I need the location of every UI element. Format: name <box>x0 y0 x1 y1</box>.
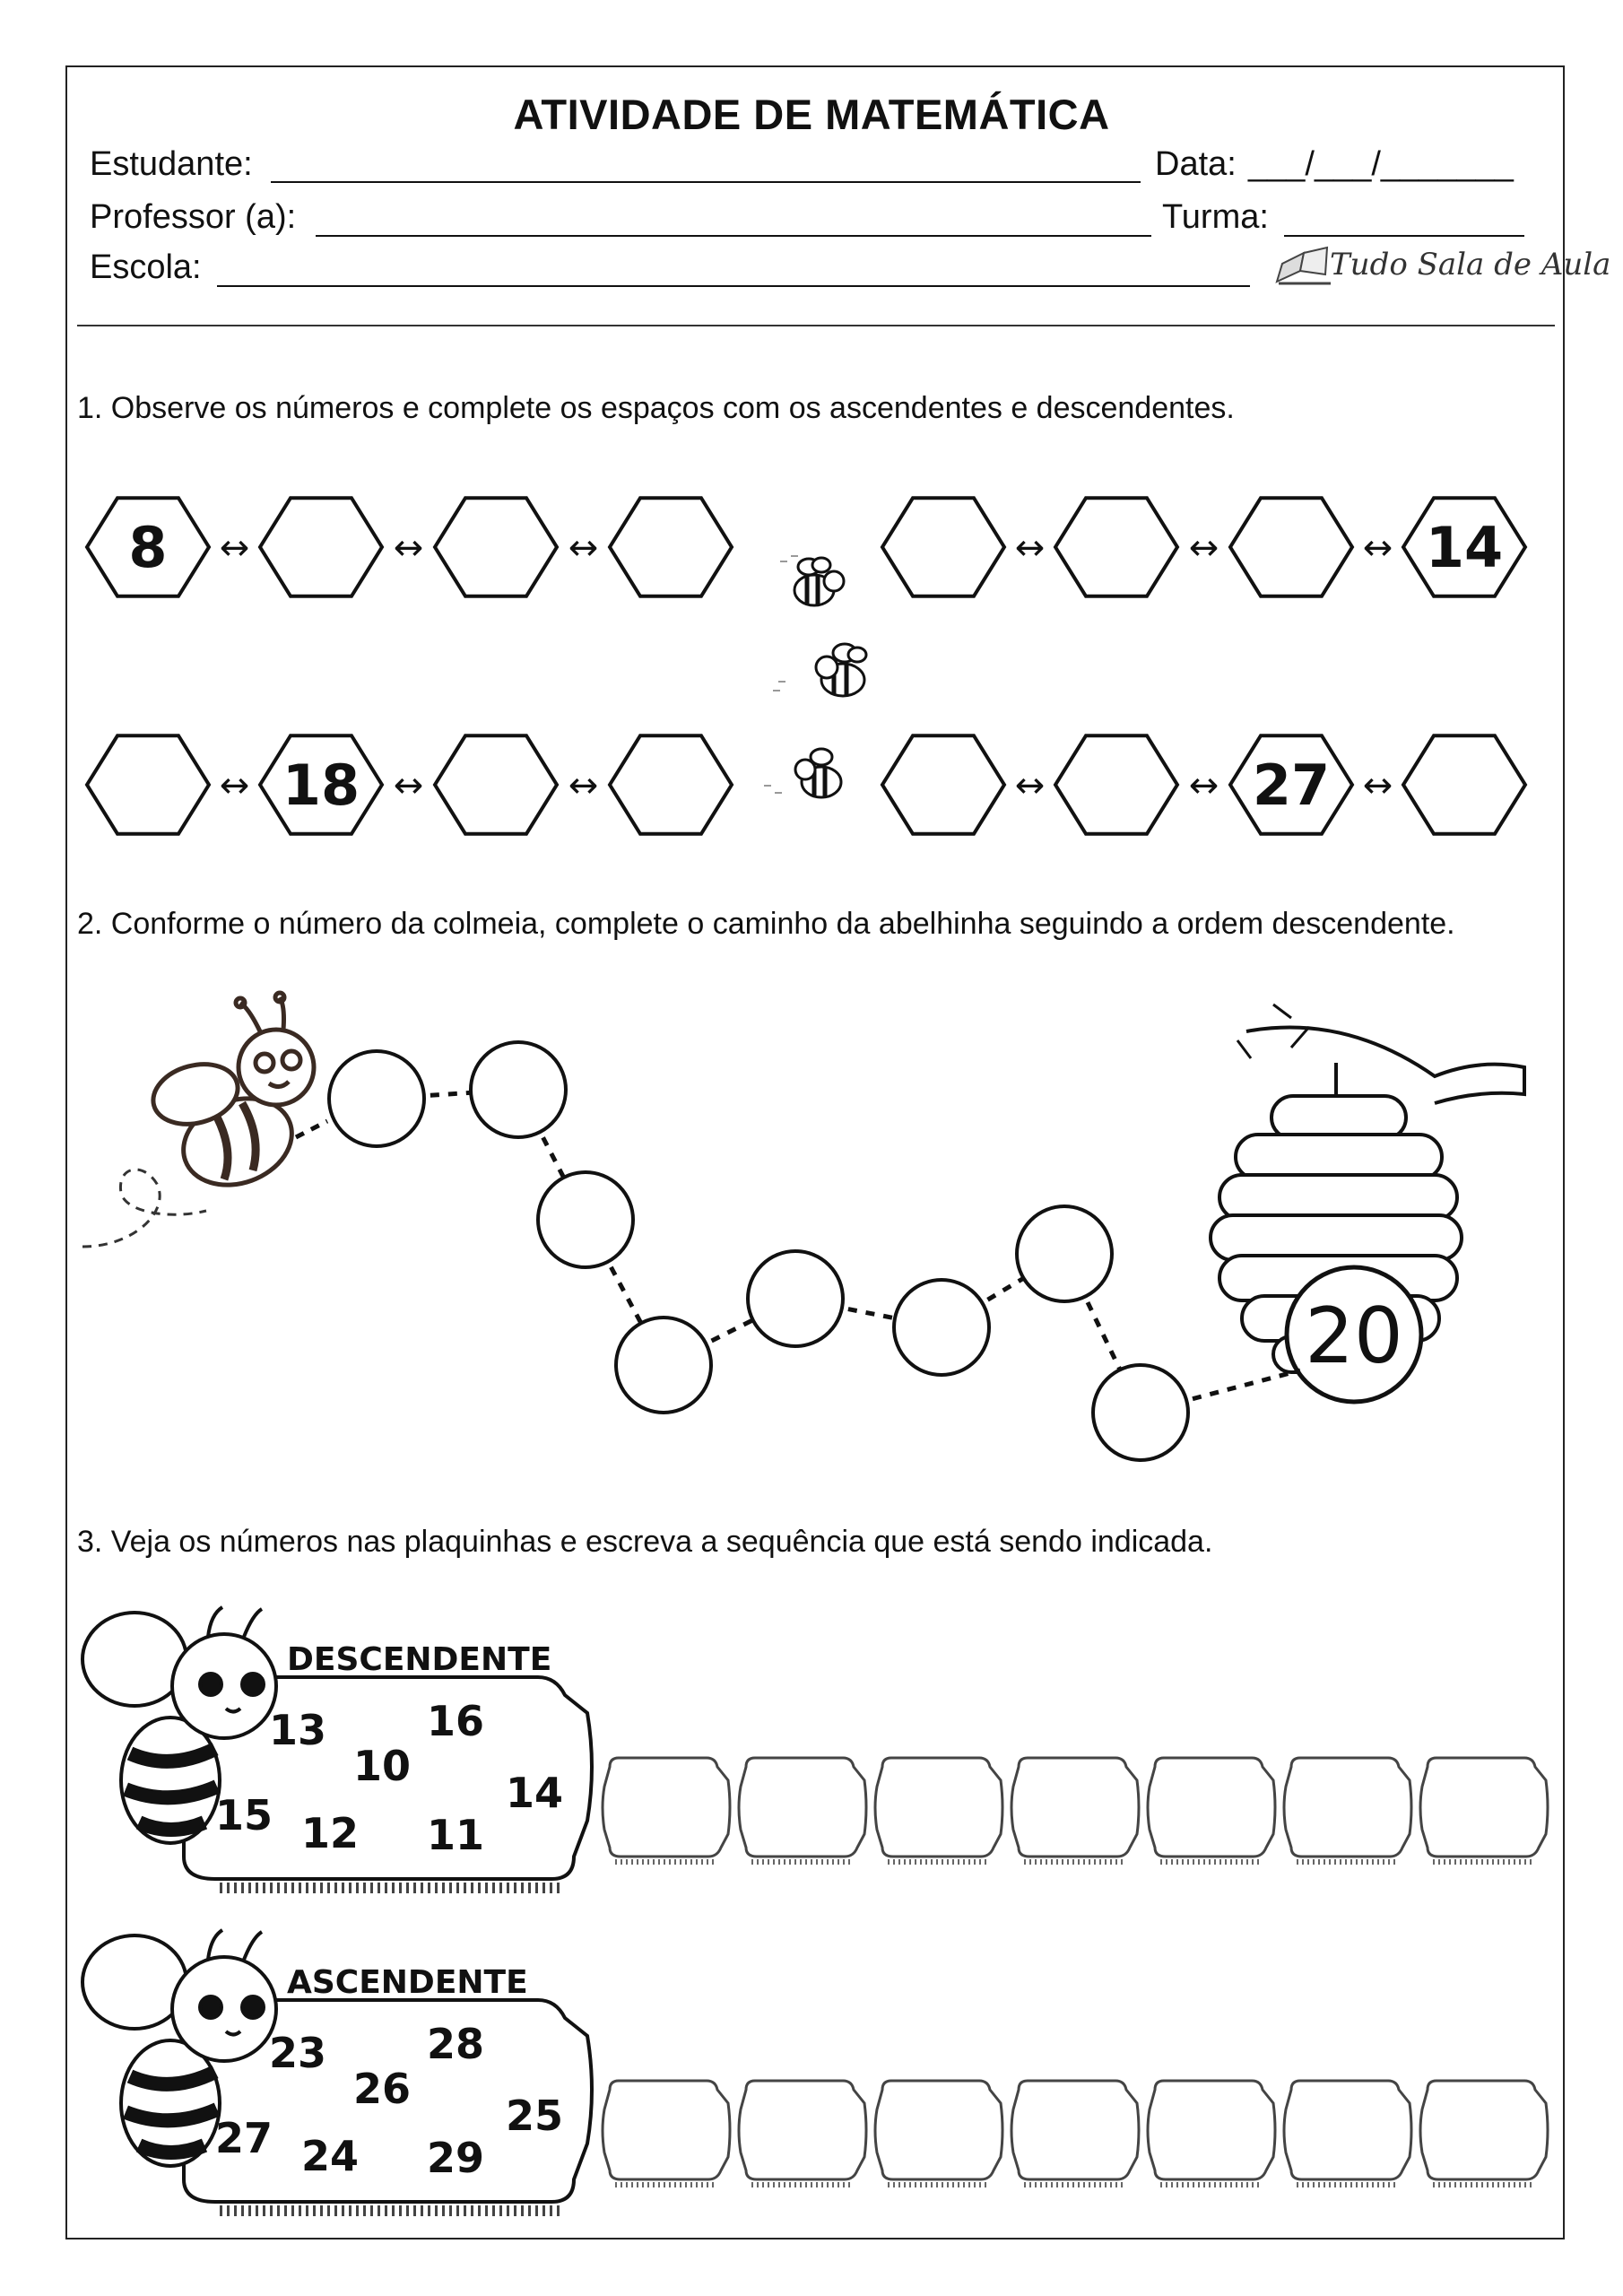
book-logo-icon <box>1273 244 1336 289</box>
arrow-symbol: ↔ <box>393 527 424 569</box>
arrow-symbol: ↔ <box>1014 765 1046 806</box>
hexagon-cell[interactable] <box>87 735 209 834</box>
arrow-symbol: ↔ <box>568 765 599 806</box>
class-label: Turma: <box>1162 198 1269 236</box>
student-field[interactable] <box>271 181 1141 183</box>
arrow-symbol: ↔ <box>1362 765 1393 806</box>
class-field[interactable] <box>1284 235 1524 237</box>
bee-path-area <box>0 978 1623 1480</box>
question-2-prompt: 2. Conforme o número da colmeia, complete o caminho da abelhinha seguindo a ordem descendente. <box>77 907 1455 941</box>
teacher-field[interactable] <box>316 235 1151 237</box>
question-3-prompt: 3. Veja os números nas plaquinhas e escreva a sequência que está sendo indicada. <box>77 1525 1213 1559</box>
answer-sign[interactable] <box>1011 1758 1139 1857</box>
hexagon-number: 8 <box>128 515 168 580</box>
answer-circle[interactable] <box>329 1051 424 1146</box>
date-field[interactable]: ___/___/_______ <box>1248 145 1514 183</box>
hexagon-cell[interactable] <box>1230 498 1352 596</box>
sign-number: 12 <box>300 1809 360 1857</box>
answer-sign[interactable] <box>875 2081 1002 2179</box>
answer-sign[interactable] <box>1011 2081 1139 2179</box>
answer-circle[interactable] <box>471 1042 566 1137</box>
hexagon-cell[interactable] <box>610 735 732 834</box>
sign-number: 10 <box>352 1742 412 1790</box>
teacher-label: Professor (a): <box>90 198 297 236</box>
sign-number: 23 <box>268 2029 327 2077</box>
sign-number: 14 <box>505 1769 564 1817</box>
answer-circle[interactable] <box>1017 1206 1112 1301</box>
number-signs-area <box>0 1587 1623 2233</box>
hexagon-cell[interactable] <box>435 735 557 834</box>
question-1-prompt: 1. Observe os números e complete os espaços com os ascendentes e descendentes. <box>77 391 1235 425</box>
date-label: Data: <box>1155 145 1237 183</box>
arrow-symbol: ↔ <box>568 527 599 569</box>
arrow-symbol: ↔ <box>1188 765 1219 806</box>
sign-number: 24 <box>300 2132 360 2180</box>
answer-sign[interactable] <box>603 2081 730 2179</box>
hexagon-cell[interactable] <box>882 498 1004 596</box>
sign-number: 15 <box>214 1791 273 1839</box>
arrow-symbol: ↔ <box>1362 527 1393 569</box>
hexagon-number: 14 <box>1425 515 1504 580</box>
answer-circle[interactable] <box>538 1172 633 1267</box>
answer-sign[interactable] <box>603 1758 730 1857</box>
answer-sign[interactable] <box>1284 2081 1411 2179</box>
sign-number: 29 <box>426 2134 485 2182</box>
sign-number: 13 <box>268 1706 327 1754</box>
sequence-label: DESCENDENTE <box>287 1641 552 1678</box>
arrow-symbol: ↔ <box>219 527 250 569</box>
sign-number: 26 <box>352 2065 412 2113</box>
path-dash <box>296 1121 327 1137</box>
answer-circle[interactable] <box>1093 1365 1188 1460</box>
answer-sign[interactable] <box>875 1758 1002 1857</box>
answer-sign[interactable] <box>739 1758 866 1857</box>
hexagon-cell[interactable] <box>882 735 1004 834</box>
hexagon-cell[interactable] <box>260 498 382 596</box>
sign-number: 27 <box>214 2114 273 2162</box>
sign-number: 28 <box>426 2020 485 2068</box>
hexagon-number: 27 <box>1252 752 1331 818</box>
answer-circle[interactable] <box>748 1251 843 1346</box>
answer-sign[interactable] <box>1420 1758 1548 1857</box>
arrow-symbol: ↔ <box>393 765 424 806</box>
arrow-symbol: ↔ <box>1014 527 1046 569</box>
bee-icon <box>146 993 314 1199</box>
answer-sign[interactable] <box>1148 2081 1275 2179</box>
answer-circle[interactable] <box>894 1280 989 1375</box>
school-label: Escola: <box>90 248 202 286</box>
hexagon-cell[interactable] <box>1055 735 1177 834</box>
student-label: Estudante: <box>90 145 253 183</box>
sign-number: 16 <box>426 1697 485 1745</box>
answer-sign[interactable] <box>1148 1758 1275 1857</box>
brand-logo-text: Tudo Sala de Aula <box>1330 247 1611 283</box>
answer-circle[interactable] <box>616 1318 711 1413</box>
answer-sign[interactable] <box>1284 1758 1411 1857</box>
hive-number: 20 <box>1305 1292 1403 1381</box>
flight-trail <box>82 1170 206 1247</box>
header-divider <box>77 325 1555 326</box>
sign-number: 11 <box>426 1811 485 1859</box>
hexagon-cell[interactable] <box>610 498 732 596</box>
page-title: ATIVIDADE DE MATEMÁTICA <box>513 91 1110 138</box>
hexagon-cell[interactable] <box>1403 735 1525 834</box>
hexagon-cell[interactable] <box>1055 498 1177 596</box>
small-bees-icon <box>762 547 897 816</box>
sign-number: 25 <box>505 2092 564 2140</box>
hexagon-number: 18 <box>282 752 360 818</box>
answer-sign[interactable] <box>739 2081 866 2179</box>
school-field[interactable] <box>217 285 1250 287</box>
arrow-symbol: ↔ <box>219 765 250 806</box>
hexagon-cell[interactable] <box>435 498 557 596</box>
answer-sign[interactable] <box>1420 2081 1548 2179</box>
sequence-label: ASCENDENTE <box>287 1964 528 2001</box>
arrow-symbol: ↔ <box>1188 527 1219 569</box>
